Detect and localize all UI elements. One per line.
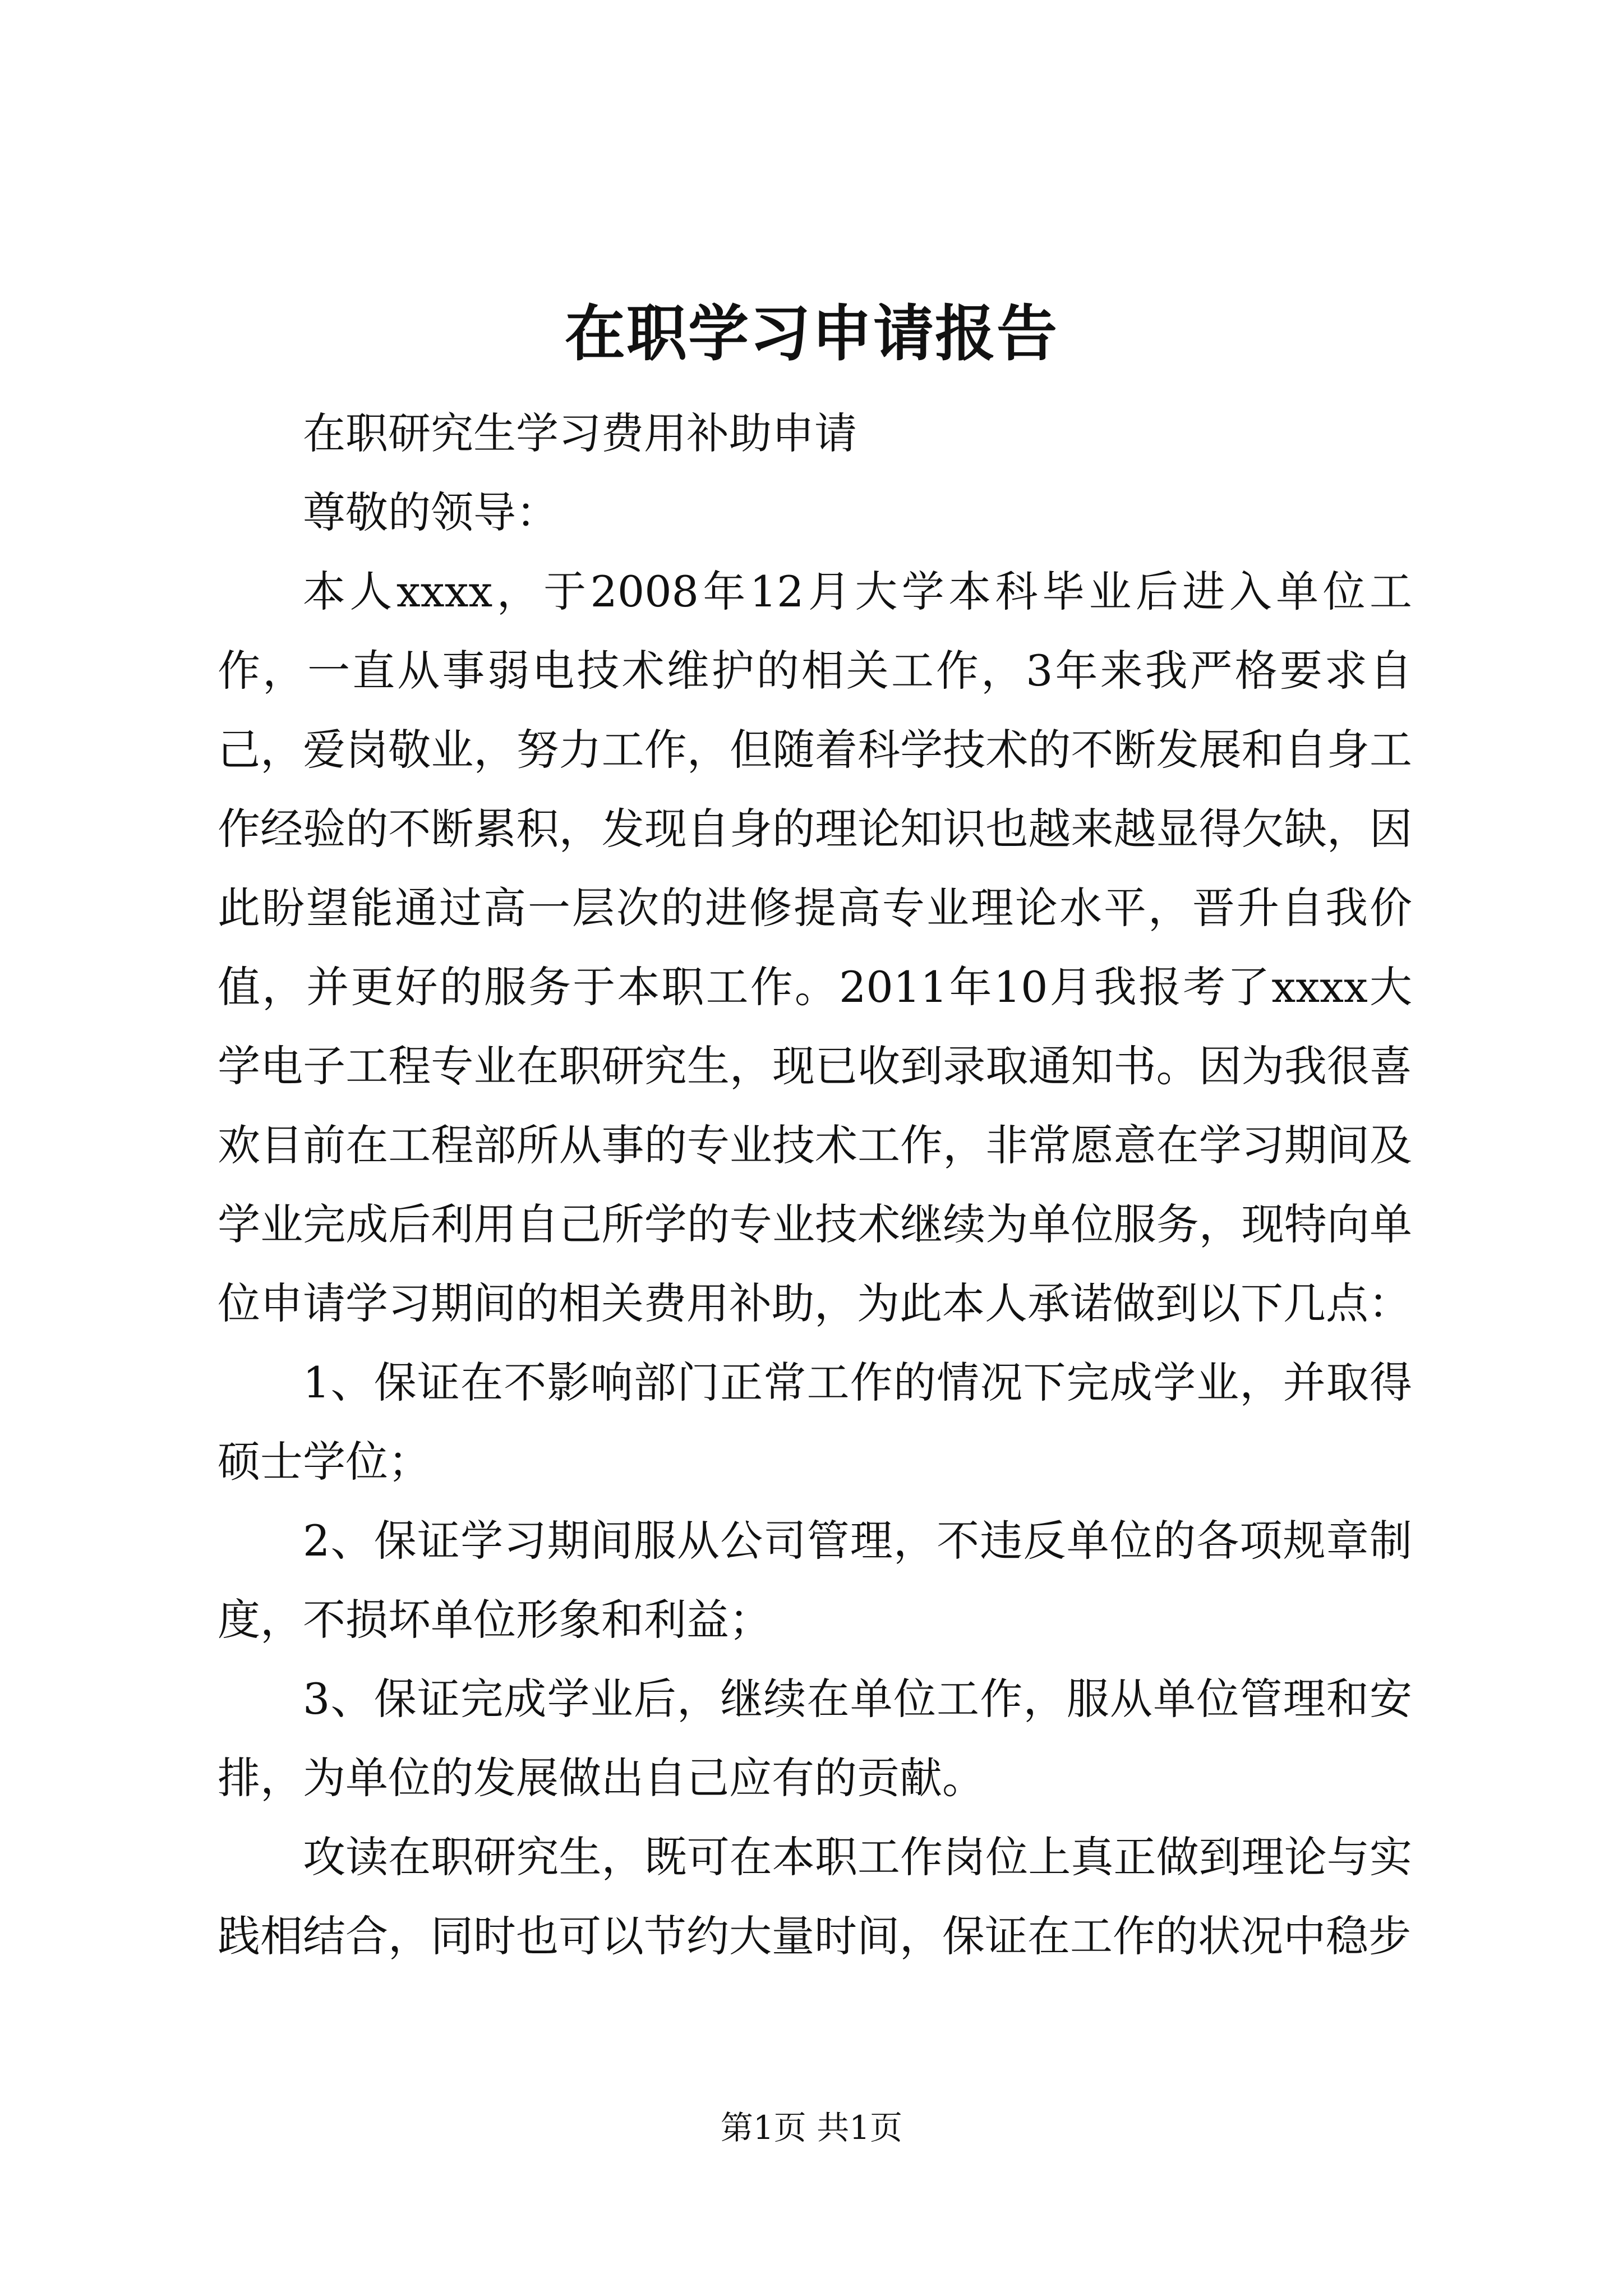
- paragraph-commitment-3: 3、保证完成学业后，继续在单位工作，服从单位管理和安排，为单位的发展做出自己应有的贡献。: [218, 1674, 1412, 1803]
- salutation: 尊敬的领导：: [303, 487, 559, 537]
- document-subtitle: 在职研究生学习费用补助申请: [303, 408, 857, 458]
- document-body: [218, 394, 1412, 1976]
- paragraph-closing: 攻读在职研究生，既可在本职工作岗位上真正做到理论与实践相结合，同时也可以节约大量时间，保证在工作的状况中稳步: [218, 1832, 1412, 1961]
- paragraph-commitment-2: 2、保证学习期间服从公司管理，不违反单位的各项规章制度，不损坏单位形象和利益；: [218, 1516, 1412, 1645]
- page-number: 第1页 共1页: [720, 2109, 903, 2147]
- paragraph-commitment-1: 1、保证在不影响部门正常工作的情况下完成学业，并取得硕士学位；: [218, 1358, 1412, 1487]
- paragraph-intro: 本人xxxx，于2008年12月大学本科毕业后进入单位工作，一直从事弱电技术维护的相关工作，3年来我严格要求自己，爱岗敬业，努力工作，但随着科学技术的不断发展和自身工作经验的不断累积，发现自身的理论知识也越来越显得欠缺，因此盼望能通过高一层次的进修提高专业理论水平，晋升自我价值，并更好的服务于本职工作。2011年10月我报考了xxxx大学电子工程专业在职研究生，现已收到录取通知书。因为我很喜欢目前在工程部所从事的专业技术工作，非常愿意在学习期间及学业完成后利用自己所学的专业技术继续为单位服务，现特向单位申请学习期间的相关费用补助，为此本人承诺做到以下几点：: [218, 567, 1412, 1328]
- document-title: 在职学习申请报告: [564, 298, 1058, 369]
